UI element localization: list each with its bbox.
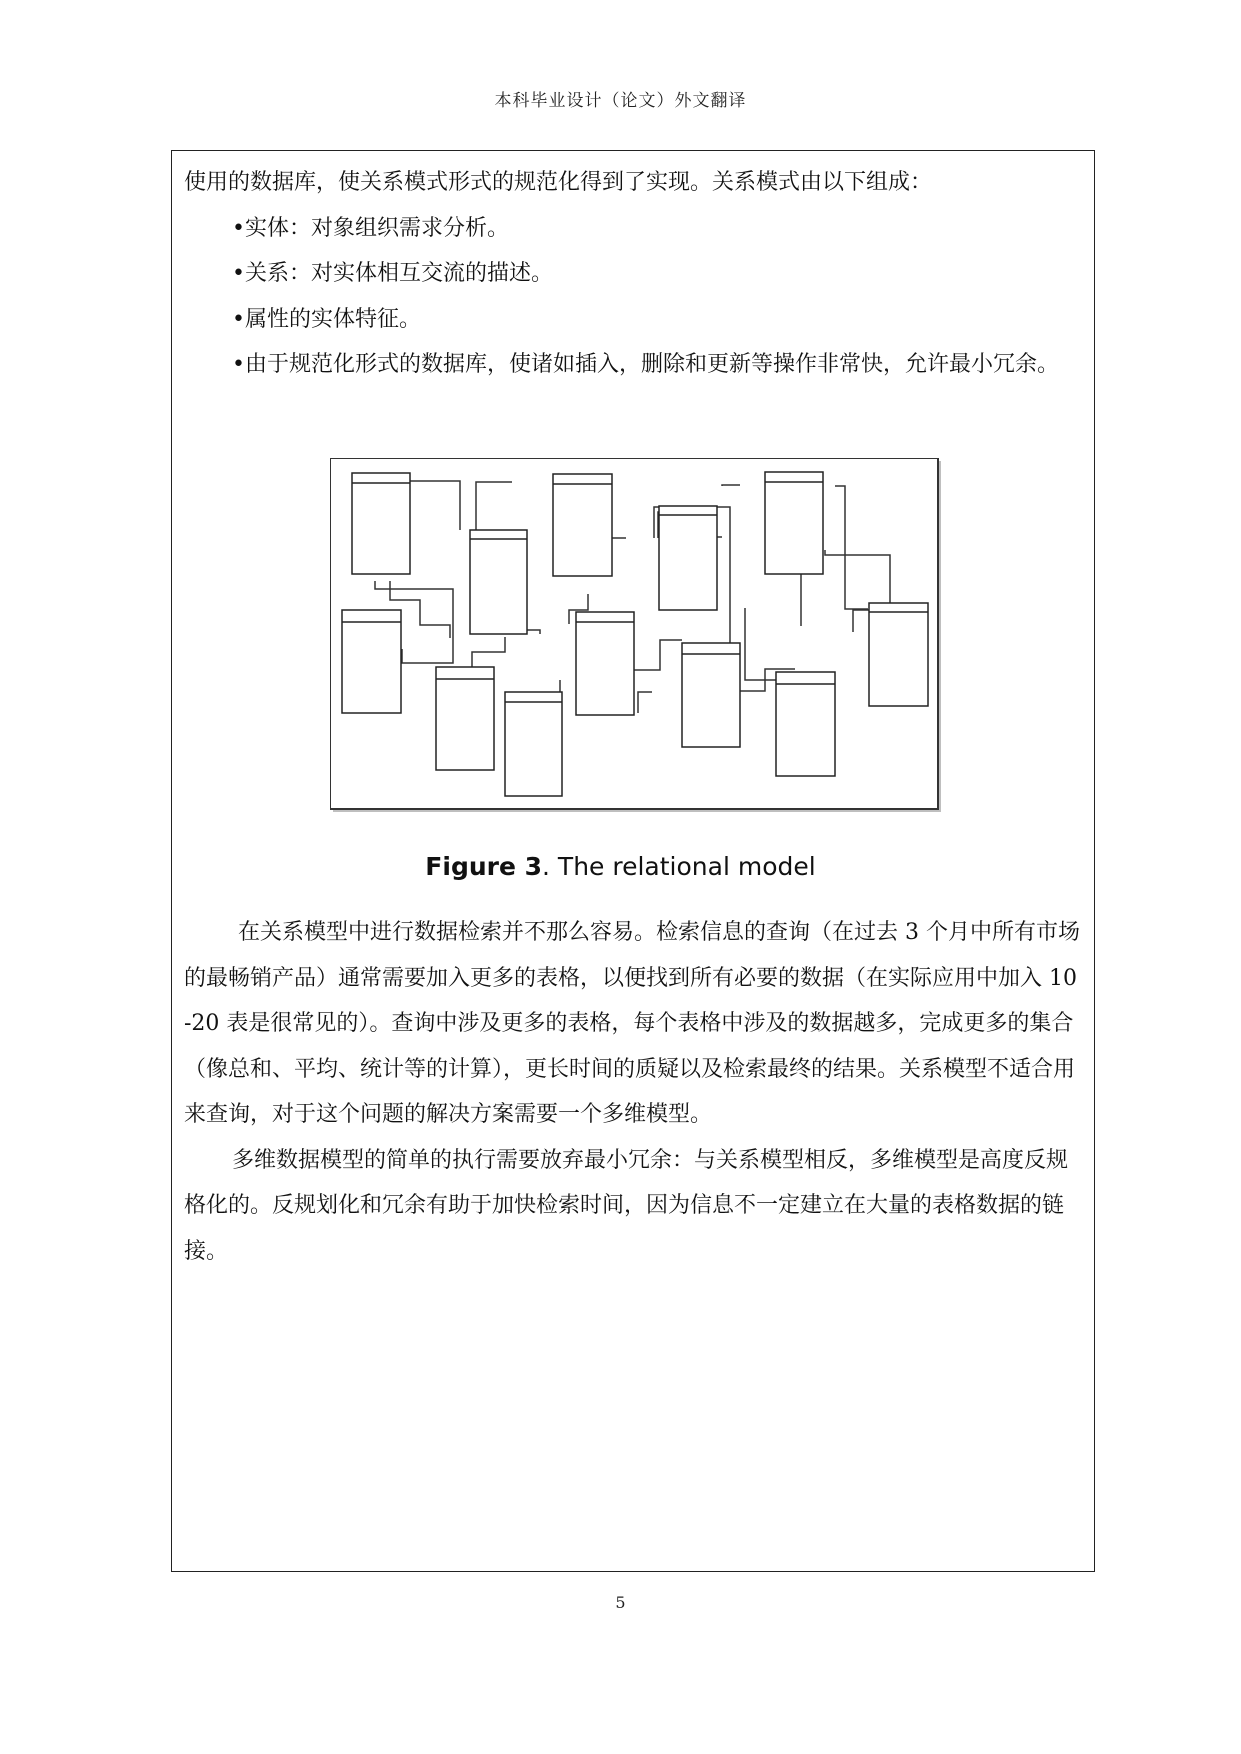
table-box-3 xyxy=(553,474,612,576)
table-box-4 xyxy=(659,506,717,610)
table-box-2 xyxy=(470,530,527,634)
body-paragraph-1: 在关系模型中进行数据检索并不那么容易。检索信息的查询（在过去 3 个月中所有市场的最畅销产品）通常需要加入更多的表格，以便找到所有必要的数据（在实际应用中加入 10 -20 表是很常见的）。查询中涉及更多的表格，每个表格中涉及的数据越多，完成更多的集合（像总和、平均、统计等的计算），更长时间的质疑以及检索最终的结果。关系模型不适合用来查询，对于这个问题的解决方案需要一个多维模型。 xyxy=(184,920,1080,1127)
bullet-entity: •实体：对象组织需求分析。 xyxy=(232,215,509,241)
table-box-6 xyxy=(342,610,401,713)
table-box-12 xyxy=(869,603,928,706)
page-header: 本科毕业设计（论文）外文翻译 xyxy=(494,91,747,111)
figure-caption-text: . The relational model xyxy=(542,852,816,881)
table-box-10 xyxy=(682,643,740,747)
page-number: 5 xyxy=(615,1593,626,1612)
intro-line: 使用的数据库，使关系模式形式的规范化得到了实现。关系模式由以下组成： xyxy=(184,170,933,195)
table-box-9 xyxy=(505,692,562,796)
intro-section xyxy=(184,160,1084,388)
bullet-attribute: •属性的实体特征。 xyxy=(232,306,421,332)
figure-caption xyxy=(0,852,1241,881)
figure-caption-label: Figure 3 xyxy=(425,852,543,881)
body-section xyxy=(184,910,1084,1274)
table-box-5 xyxy=(765,472,823,574)
table-box-1 xyxy=(352,473,410,574)
body-paragraph-2: 多维数据模型的简单的执行需要放弃最小冗余：与关系模型相反，多维模型是高度反规格化的。反规划化和冗余有助于加快检索时间，因为信息不一定建立在大量的表格数据的链接。 xyxy=(184,1147,1069,1264)
bullet-normalization: •由于规范化形式的数据库，使诸如插入，删除和更新等操作非常快，允许最小冗余。 xyxy=(232,352,1059,377)
relational-model-figure xyxy=(330,458,944,815)
table-box-11 xyxy=(776,672,835,776)
table-box-8 xyxy=(436,667,494,770)
table-box-7 xyxy=(576,612,634,715)
bullet-relationship: •关系：对实体相互交流的描述。 xyxy=(232,261,553,286)
